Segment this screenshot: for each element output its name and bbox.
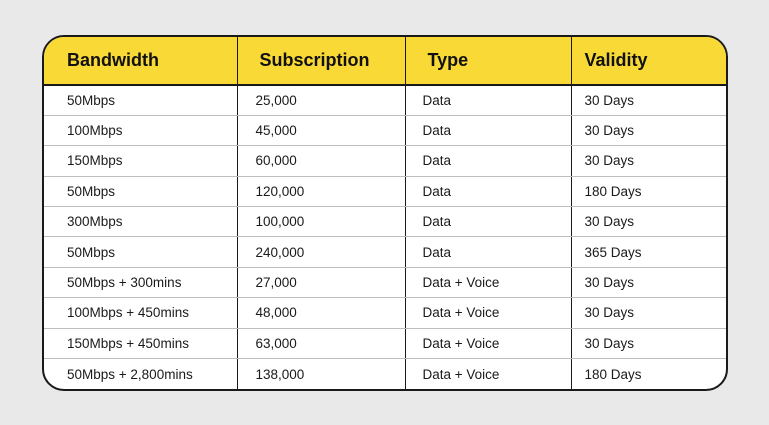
cell-type: Data + Voice <box>405 267 571 297</box>
table-row <box>44 298 726 328</box>
cell-type: Data <box>405 237 571 267</box>
cell-validity: 30 Days <box>571 115 726 145</box>
cell-validity: 180 Days <box>584 366 642 382</box>
cell-bandwidth: 50Mbps <box>44 85 237 115</box>
header-type: Type <box>405 37 571 85</box>
table-row <box>44 267 726 297</box>
cell-validity: 30 Days <box>571 298 726 328</box>
table-row <box>44 237 726 267</box>
cell-subscription: 240,000 <box>237 237 405 267</box>
table-header-row <box>44 37 726 85</box>
cell-subscription: 60,000 <box>237 146 405 176</box>
table-row <box>44 85 726 115</box>
header-validity: Validity <box>571 37 726 85</box>
cell-subscription: 63,000 <box>237 328 405 358</box>
cell-validity: 30 Days <box>571 146 726 176</box>
cell-bandwidth: 50Mbps + 300mins <box>44 267 237 297</box>
cell-type: Data + Voice <box>405 359 571 389</box>
table-row <box>44 115 726 145</box>
cell-subscription: 48,000 <box>237 298 405 328</box>
cell-validity: 30 Days <box>571 85 726 115</box>
table-row <box>44 207 726 237</box>
cell-validity: 365 Days <box>571 237 726 267</box>
cell-type: Data <box>405 85 571 115</box>
table-row <box>44 146 726 176</box>
cell-bandwidth: 300Mbps <box>44 207 237 237</box>
cell-bandwidth: 50Mbps <box>44 237 237 267</box>
header-bandwidth: Bandwidth <box>44 37 237 85</box>
table-row <box>44 328 726 358</box>
cell-type: Data <box>405 176 571 206</box>
cell-type: Data <box>405 146 571 176</box>
cell-bandwidth: 50Mbps <box>44 176 237 206</box>
cell-validity: 30 Days <box>571 207 726 237</box>
cell-subscription: 45,000 <box>237 115 405 145</box>
cell-validity: 180 Days <box>571 176 726 206</box>
cell-validity: 30 Days <box>571 328 726 358</box>
cell-bandwidth: 150Mbps + 450mins <box>44 328 237 358</box>
cell-subscription: 100,000 <box>237 207 405 237</box>
plans-table-card <box>42 35 728 391</box>
cell-type: Data + Voice <box>405 328 571 358</box>
cell-bandwidth: 50Mbps + 2,800mins <box>44 359 237 389</box>
cell-type: Data <box>405 207 571 237</box>
header-subscription: Subscription <box>237 37 405 85</box>
cell-subscription: 27,000 <box>237 267 405 297</box>
cell-bandwidth: 150Mbps <box>44 146 237 176</box>
cell-validity: 30 Days <box>571 267 726 297</box>
table-row <box>44 176 726 206</box>
plans-table <box>44 37 726 389</box>
cell-bandwidth: 100Mbps <box>44 115 237 145</box>
cell-subscription: 25,000 <box>237 85 405 115</box>
cell-bandwidth: 100Mbps + 450mins <box>44 298 237 328</box>
table-row <box>44 359 726 389</box>
cell-subscription: 138,000 <box>237 359 405 389</box>
cell-type: Data + Voice <box>405 298 571 328</box>
cell-subscription: 120,000 <box>237 176 405 206</box>
cell-type: Data <box>405 115 571 145</box>
